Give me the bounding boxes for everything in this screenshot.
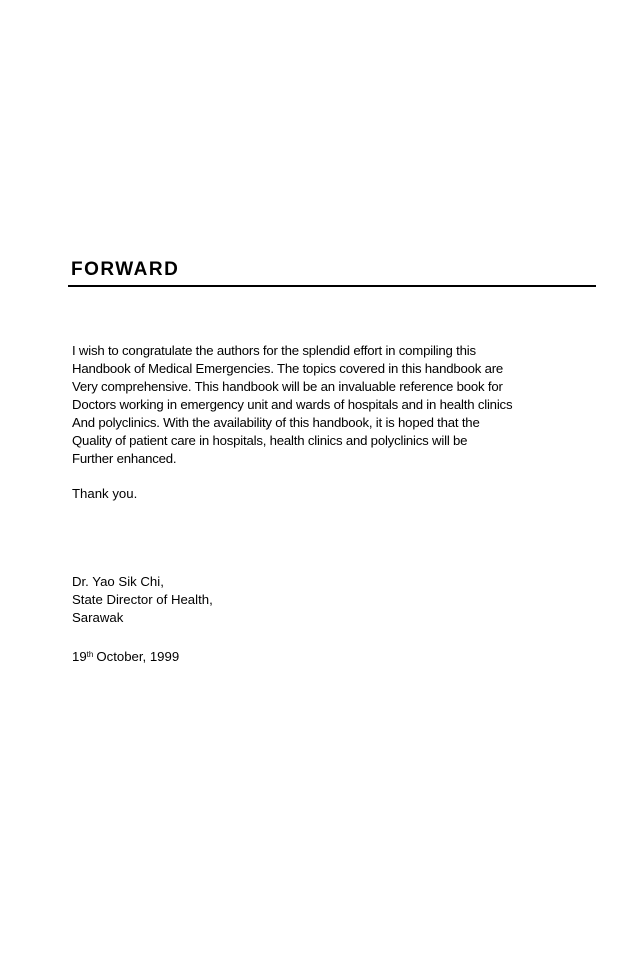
paragraph-line: Doctors working in emergency unit and wards of hospitals and in health clinics	[72, 397, 513, 412]
signatory-name: Dr. Yao Sik Chi,	[72, 574, 164, 589]
date-day-suffix: th	[86, 650, 94, 659]
date-line	[72, 648, 179, 666]
paragraph-line: Very comprehensive. This handbook will be an invaluable reference book for	[72, 379, 503, 394]
date-day: 19	[72, 649, 87, 664]
paragraph-line: Handbook of Medical Emergencies. The topics covered in this handbook are	[72, 361, 504, 376]
closing-text: Thank you.	[72, 486, 138, 501]
date-month-year: October, 1999	[96, 649, 180, 664]
signature-block	[72, 573, 213, 627]
signatory-location: Sarawak	[72, 610, 124, 625]
foreword-paragraph	[72, 342, 612, 468]
signatory-title: State Director of Health,	[72, 592, 213, 607]
paragraph-line: And polyclinics. With the availability of this handbook, it is hoped that the	[72, 415, 480, 430]
page-title: FORWARD	[71, 259, 180, 280]
title-underline	[68, 285, 596, 287]
paragraph-line: Further enhanced.	[72, 451, 177, 466]
paragraph-line: Quality of patient care in hospitals, health clinics and polyclinics will be	[72, 433, 468, 448]
paragraph-line: I wish to congratulate the authors for the splendid effort in compiling this	[72, 343, 476, 358]
